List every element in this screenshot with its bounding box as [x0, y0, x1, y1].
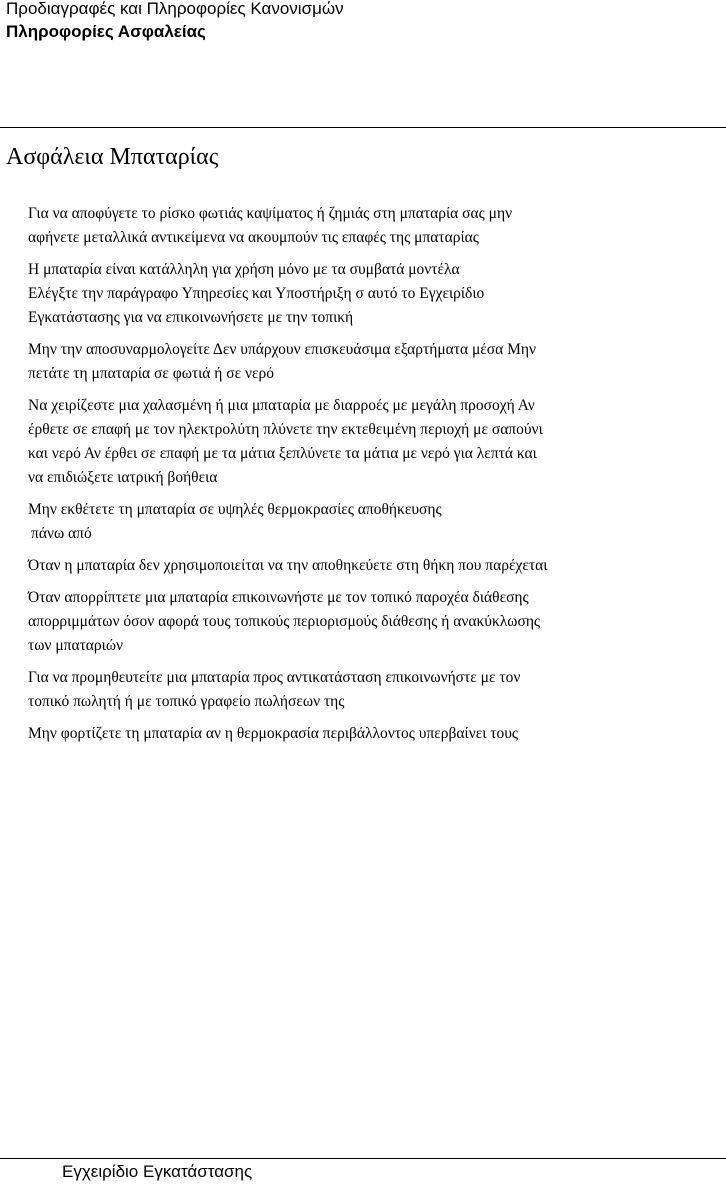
paragraph-metal-contacts	[28, 202, 718, 250]
text-line: έρθετε σε επαφή με τον ηλεκτρολύτη πλύνετε την εκτεθειμένη περιοχή με σαπούνι	[28, 421, 543, 438]
text-line: αφήνετε μεταλλικά αντικείμενα να ακουμπούν τις επαφές της μπαταρίας	[28, 229, 479, 246]
text-line: πετάτε τη μπαταρία σε φωτιά ή σε νερό	[28, 365, 275, 382]
text-line: και νερό Αν έρθει σε επαφή με τα μάτια ξεπλύνετε τα μάτια με νερό για λεπτά και	[28, 445, 537, 462]
text-line: των μπαταριών	[28, 637, 124, 654]
text-line: να επιδιώξετε ιατρική βοήθεια	[28, 469, 218, 486]
paragraph-charging-temperature	[28, 722, 718, 746]
paragraph-replacement	[28, 666, 718, 714]
section-title: Ασφάλεια Μπαταρίας	[6, 144, 219, 170]
text-line: πάνω από	[31, 525, 92, 542]
paragraph-storage-case	[28, 554, 718, 578]
text-line: Όταν απορρίπτετε μια μπαταρία επικοινωνήστε με τον τοπικό παροχέα διάθεσης	[28, 589, 529, 606]
text-line: Εγκατάστασης για να επικοινωνήσετε με την τοπική	[28, 309, 354, 326]
footer-divider	[0, 1158, 726, 1159]
text-line: Ελέγξτε την παράγραφο Υπηρεσίες και Υποστήριξη σ αυτό το Εγχειρίδιο	[28, 285, 485, 302]
text-line: Μην εκθέτετε τη μπαταρία σε υψηλές θερμοκρασίες αποθήκευσης	[28, 501, 442, 518]
header-divider	[0, 127, 726, 128]
page-header	[6, 0, 344, 43]
text-line: Για να προμηθευτείτε μια μπαταρία προς αντικατάσταση επικοινωνήστε με τον	[28, 669, 521, 686]
text-line: Μην την αποσυναρμολογείτε Δεν υπάρχουν επισκευάσιμα εξαρτήματα μέσα Μην	[28, 341, 537, 358]
text-line: Να χειρίζεστε μια χαλασμένη ή μια μπαταρία με διαρροές με μεγάλη προσοχή Αν	[28, 397, 535, 414]
text-line: Η μπαταρία είναι κατάλληλη για χρήση μόνο με τα συμβατά μοντέλα	[28, 261, 460, 278]
page-footer: Εγχειρίδιο Εγκατάστασης	[62, 1162, 253, 1181]
paragraph-damaged-battery	[28, 394, 718, 490]
header-section-title: Πληροφορίες Ασφαλείας	[6, 22, 206, 41]
paragraph-storage-temperature	[28, 498, 718, 546]
text-line: απορριμμάτων όσον αφορά τους τοπικούς περιορισμούς διάθεσης ή ανακύκλωσης	[28, 613, 541, 630]
document-body	[28, 202, 718, 754]
paragraph-disposal	[28, 586, 718, 658]
paragraph-compatible-models	[28, 258, 718, 330]
paragraph-disassembly	[28, 338, 718, 386]
text-line: Για να αποφύγετε το ρίσκο φωτιάς καψίματος ή ζημιάς στη μπαταρία σας μην	[28, 205, 513, 222]
text-line: Όταν η μπαταρία δεν χρησιμοποιείται να την αποθηκεύετε στη θήκη που παρέχεται	[28, 557, 548, 574]
text-line: Μην φορτίζετε τη μπαταρία αν η θερμοκρασία περιβάλλοντος υπερβαίνει τους	[28, 725, 519, 742]
text-line: τοπικό πωλητή ή με τοπικό γραφείο πωλήσεων της	[28, 693, 345, 710]
header-chapter-title: Προδιαγραφές και Πληροφορίες Κανονισμών	[6, 0, 344, 18]
